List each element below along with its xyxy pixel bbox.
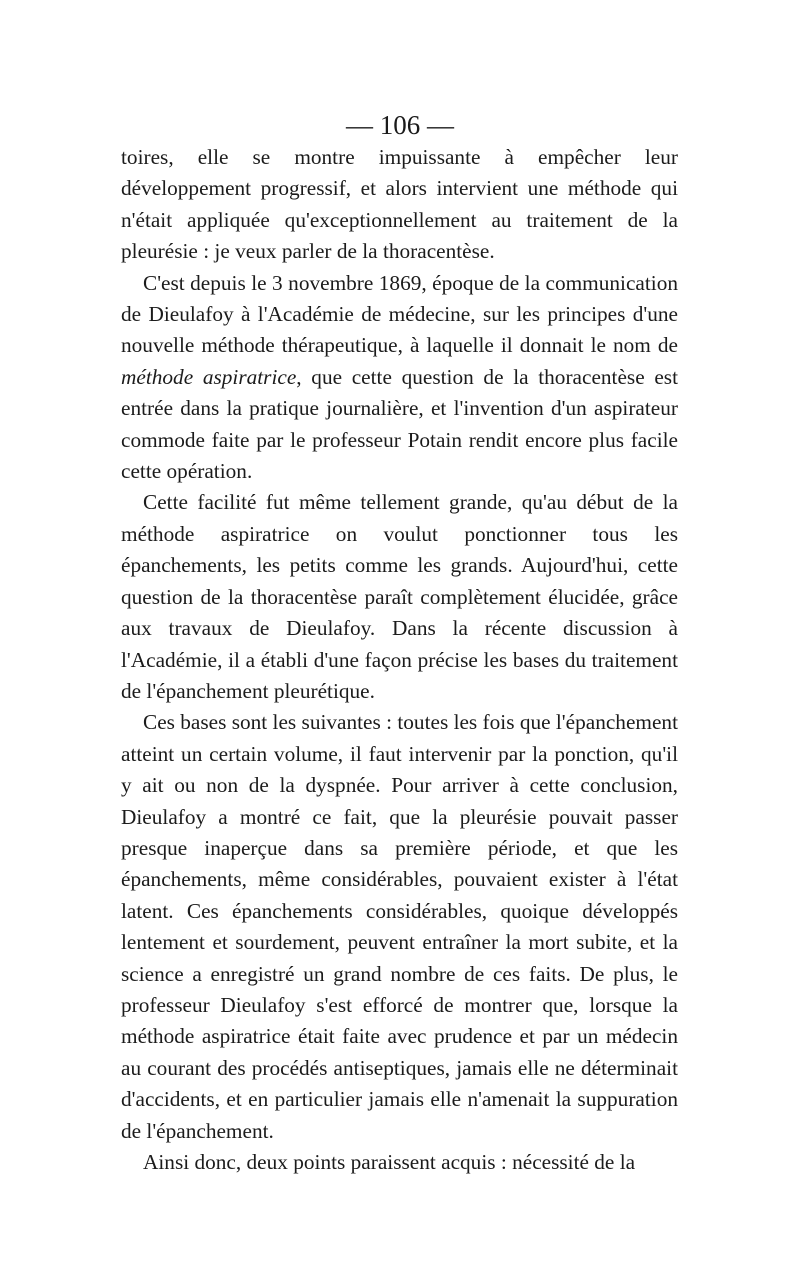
paragraph-3: Cette facilité fut même tellement grande, qu'au début de la méthode aspiratrice on voulut ponctionner tous les épanchements, les petits comme les grands. Aujourd'hui, cette question de la thoracentèse paraît complètement élucidée, grâce aux travaux de Dieulafoy. Dans la récente discussion à l'Académie, il a établi d'une façon précise les bases du traitement de l'épanchement pleurétique. (121, 490, 678, 703)
paragraph-2-text-before: C'est depuis le 3 novembre 1869, époque de la communication de Dieulafoy à l'Académie de médecine, sur les principes d'une nouvelle méthode thérapeutique, à laquelle il donnait le nom de (121, 270, 678, 358)
paragraph-5: Ainsi donc, deux points paraissent acquis : nécessité de la (143, 1150, 636, 1174)
body-text (121, 142, 678, 1178)
paragraph-2-text-after: , que cette question de la thoracentèse est entrée dans la pratique journalière, et l'invention d'un aspirateur commode faite par le professeur Potain rendit encore plus facile cette opération. (121, 364, 678, 484)
page-number: — 106 — (346, 110, 454, 140)
paragraph-2-emphasis: méthode aspiratrice (121, 364, 297, 389)
paragraph-4: Ces bases sont les suivantes : toutes les fois que l'épanchement atteint un certain volume, il faut intervenir par la ponction, qu'il y ait ou non de la dyspnée. Pour arriver à cette conclusion, Dieulafoy a montré ce fait, que la pleurésie pouvait passer presque inaperçue dans sa première période, et que les épanchements, même considérables, pouvaient exister à l'état latent. Ces épanchements considérables, quoique développés lentement et sourdement, peuvent entraîner la mort subite, et la science a enregistré un grand nombre de ces faits. De plus, le professeur Dieulafoy s'est efforcé de montrer que, lorsque la méthode aspiratrice était faite avec prudence et par un médecin au courant des procédés antiseptiques, jamais elle ne déterminait d'accidents, et en particulier jamais elle n'amenait la suppuration de l'épanchement. (121, 710, 678, 1143)
paragraph-1: toires, elle se montre impuissante à empêcher leur développement progressif, et alors intervient une méthode qui n'était appliquée qu'exceptionnellement au traitement de la pleurésie : je veux parler de la thoracentèse. (121, 145, 678, 264)
paragraph-2 (121, 268, 678, 488)
